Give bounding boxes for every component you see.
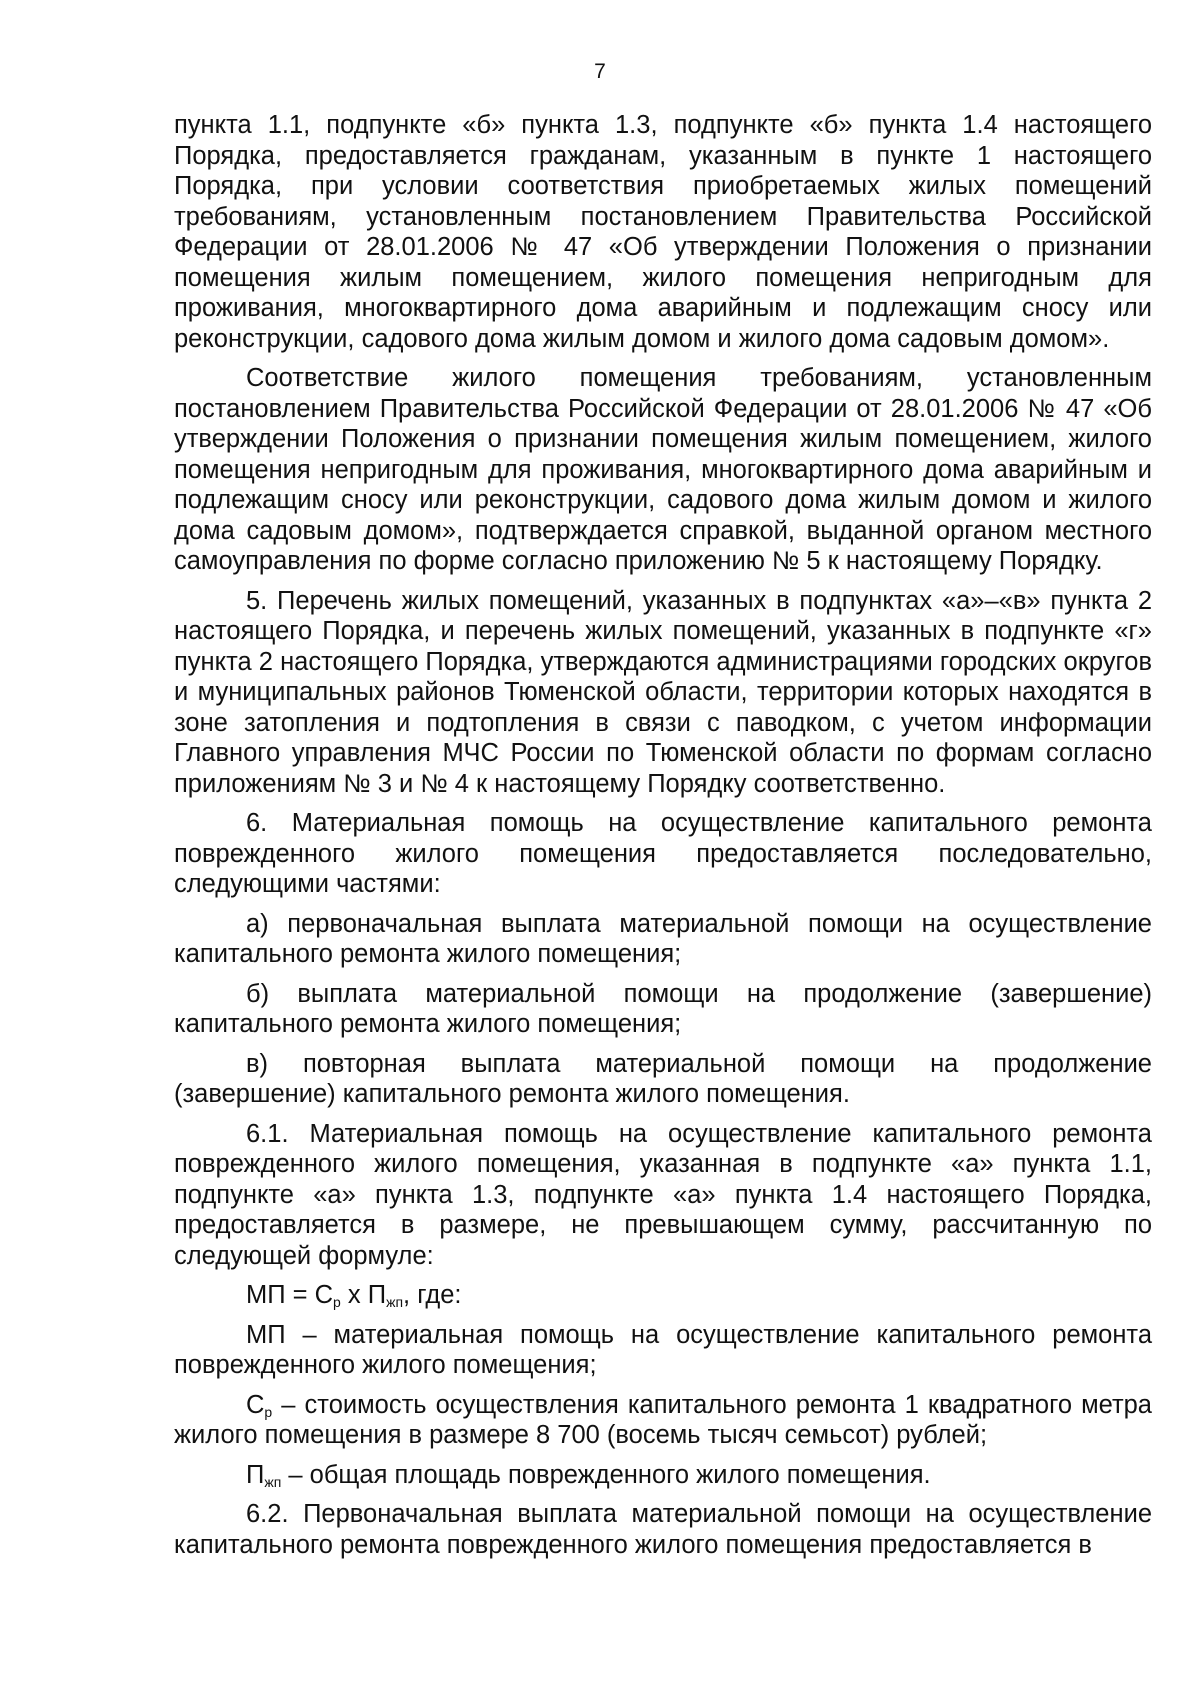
formula-rest: , где: — [403, 1281, 462, 1309]
document-body — [174, 110, 1152, 1569]
paragraph-item-6: 6. Материальная помощь на осуществление капитального ремонта поврежденного жилого помещения предоставляется последовательно, следующими частями: — [174, 809, 1152, 898]
definition-cr-sub: р — [264, 1403, 273, 1420]
paragraph-continuation: пункта 1.1, подпункте «б» пункта 1.3, подпункте «б» пункта 1.4 настоящего Порядка, предоставляется гражданам, указанным в пункте 1 настоящего Порядка, при условии соответствия приобретаемых жилых помещений требованиям, установленным постановлением Правительства Российской Федерации от 28.01.2006 № 47 «Об утверждении Положения о признании помещения жилым помещением, жилого помещения непригодным для проживания, многоквартирного дома аварийным и подлежащим сносу или реконструкции, садового дома жилым домом и жилого дома садовым домом». — [174, 111, 1152, 353]
paragraph-item-6-2: 6.2. Первоначальная выплата материальной помощи на осуществление капитального ремонта поврежденного жилого помещения предоставляется в — [174, 1500, 1152, 1559]
formula-sub-pzhp: жп — [386, 1294, 404, 1310]
page-number: 7 — [594, 60, 606, 83]
formula-lhs: МП = С — [246, 1281, 334, 1309]
definition-mp: МП – материальная помощь на осуществление капитального ремонта поврежденного жилого помещения; — [174, 1320, 1152, 1379]
formula-sub-cr: р — [333, 1294, 341, 1310]
formula-mid: х П — [340, 1281, 387, 1309]
definition-cr-text: – стоимость осуществления капитального ремонта 1 квадратного метра жилого помещения в размере 8 700 (восемь тысяч семьсот) рублей; — [174, 1390, 1152, 1449]
definition-cr — [174, 1390, 1152, 1451]
definition-cr-symbol: С — [246, 1390, 265, 1419]
paragraph-subitem-v: в) повторная выплата материальной помощи на продолжение (завершение) капитального ремонта жилого помещения. — [174, 1049, 1152, 1108]
definition-pzhp — [174, 1460, 1152, 1491]
definition-pzhp-sub: жп — [264, 1473, 282, 1490]
paragraph-subitem-a: а) первоначальная выплата материальной помощи на осуществление капитального ремонта жилого помещения; — [174, 909, 1152, 968]
paragraph-item-5: 5. Перечень жилых помещений, указанных в подпунктах «а»–«в» пункта 2 настоящего Порядка, и перечень жилых помещений, указанных в подпункте «г» пункта 2 настоящего Порядка, утверждаются администрациями городских округов и муниципальных районов Тюменской области, территории которых находятся в зоне затопления и подтопления в связи с паводком, с учетом информации Главного управления МЧС России по Тюменской области по формам согласно приложениям № 3 и № 4 к настоящему Порядку соответственно. — [174, 586, 1152, 798]
paragraph-item-6-1: 6.1. Материальная помощь на осуществление капитального ремонта поврежденного жилого помещения, указанная в подпункте «а» пункта 1.1, подпункте «а» пункта 1.3, подпункте «а» пункта 1.4 настоящего Порядка, предоставляется в размере, не превышающем сумму, рассчитанную по следующей формуле: — [174, 1119, 1152, 1270]
paragraph-compliance: Соответствие жилого помещения требованиям, установленным постановлением Правительства Российской Федерации от 28.01.2006 № 47 «Об утверждении Положения о признании помещения жилым помещением, жилого помещения непригодным для проживания, многоквартирного дома аварийным и подлежащим сносу или реконструкции, садового дома жилым домом и жилого дома садовым домом», подтверждается справкой, выданной органом местного самоуправления по форме согласно приложению № 5 к настоящему Порядку. — [174, 364, 1152, 575]
definition-pzhp-text: – общая площадь поврежденного жилого помещения. — [281, 1460, 931, 1489]
paragraph-subitem-b: б) выплата материальной помощи на продолжение (завершение) капитального ремонта жилого помещения; — [174, 979, 1152, 1038]
formula — [174, 1280, 1152, 1311]
definition-pzhp-symbol: П — [246, 1460, 265, 1489]
